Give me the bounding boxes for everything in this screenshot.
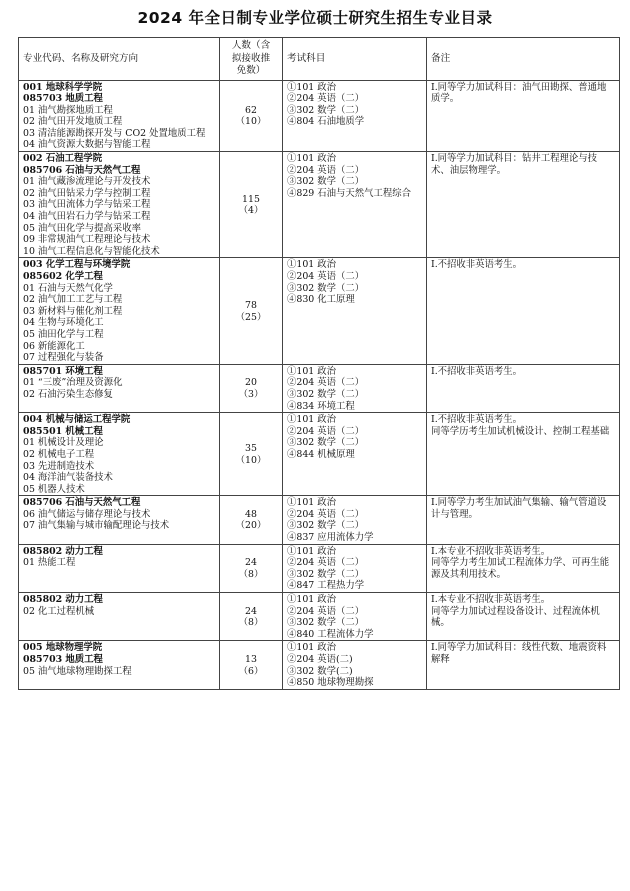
research-direction: 02 油气加工工艺与工程 <box>23 294 123 306</box>
research-direction: 05 油气地球物理勘探工程 <box>23 665 132 677</box>
research-direction: 01 石油与天然气化学 <box>23 282 113 294</box>
note-text: 同等学历考生加试机械设计、控制工程基础 <box>431 425 610 437</box>
major-heading: 085706 石油与天然气工程 <box>23 164 141 176</box>
header-quota-line: 人数（含 <box>231 40 271 51</box>
research-direction: 01 油气勘探地质工程 <box>23 104 113 116</box>
exams-cell <box>283 258 427 364</box>
quota-recommended: （20） <box>235 520 267 532</box>
exam-subject: ④840 工程流体力学 <box>287 628 374 640</box>
quota-recommended: （6） <box>238 665 264 677</box>
exam-subject: ③302 数学（二） <box>287 568 365 580</box>
exam-subject: ③302 数学（二） <box>287 104 365 116</box>
major-heading: 085703 地质工程 <box>23 654 103 665</box>
exam-subject: ②204 英语（二） <box>287 377 365 389</box>
notes-cell <box>427 593 620 641</box>
quota-recommended: （4） <box>238 205 264 217</box>
major-heading: 001 地球科学学院 <box>23 81 103 93</box>
table-row <box>19 152 620 258</box>
exam-subject: ③302 数学（二） <box>287 437 365 449</box>
major-heading: 085602 化学工程 <box>23 271 103 282</box>
quota-value: 48 <box>245 508 257 520</box>
note-text: I.不招收非英语考生。 <box>431 259 523 271</box>
quota-recommended: （10） <box>235 454 267 466</box>
exam-subject: ②204 英语（二） <box>287 557 365 569</box>
exam-subject: ②204 英语（二） <box>287 605 365 617</box>
major-heading: 085701 环境工程 <box>23 365 103 377</box>
quota-cell <box>220 413 283 496</box>
major-cell <box>19 258 220 364</box>
research-direction: 02 石油污染生态修复 <box>23 388 113 400</box>
quota-value: 13 <box>245 654 257 665</box>
exam-subject: ①101 政治 <box>287 414 336 426</box>
header-quota-line: 拟接收推 <box>231 52 271 64</box>
exam-subject: ②204 英语（二） <box>287 425 365 437</box>
header-notes: 备注 <box>427 38 620 81</box>
exam-subject: ③302 数学（二） <box>287 388 365 400</box>
research-direction: 06 新能源化工 <box>23 340 85 352</box>
header-quota-line: 免数） <box>236 65 266 76</box>
quota-cell <box>220 152 283 258</box>
research-direction: 02 油气田开发地质工程 <box>23 116 123 128</box>
table-body <box>19 80 620 689</box>
major-cell <box>19 593 220 641</box>
research-direction: 01 “三废”治理及资源化 <box>23 377 123 389</box>
research-direction: 05 油气田化学与提高采收率 <box>23 222 142 234</box>
exams-cell <box>283 544 427 592</box>
notes-cell <box>427 641 620 689</box>
note-text: I.同等学力加试科目：油气田勘探、普通地质学。 <box>431 81 607 105</box>
quota-cell <box>220 544 283 592</box>
quota-value: 20 <box>245 377 257 389</box>
table-row <box>19 413 620 496</box>
exam-subject: ④829 石油与天然气工程综合 <box>287 187 412 199</box>
note-text: I.本专业不招收非英语考生。 <box>431 594 551 606</box>
quota-recommended: （8） <box>238 568 264 580</box>
note-text: I.不招收非英语考生。 <box>431 414 523 426</box>
quota-value: 78 <box>245 299 257 311</box>
research-direction: 05 机器人技术 <box>23 483 85 495</box>
exam-subject: ③302 数学(二) <box>287 665 353 677</box>
exam-subject: ①101 政治 <box>287 259 336 271</box>
quota-cell <box>220 258 283 364</box>
exam-subject: ①101 政治 <box>287 545 336 557</box>
exams-cell <box>283 496 427 544</box>
major-heading: 085703 地质工程 <box>23 93 103 105</box>
exam-subject: ①101 政治 <box>287 153 336 165</box>
quota-cell <box>220 364 283 412</box>
exam-subject: ④837 应用流体力学 <box>287 532 374 544</box>
major-cell <box>19 80 220 152</box>
table-header-row <box>19 38 620 81</box>
table-row <box>19 364 620 412</box>
quota-value: 62 <box>245 104 257 116</box>
notes-cell <box>427 364 620 412</box>
research-direction: 07 过程强化与装备 <box>23 352 104 364</box>
exam-subject: ②204 英语（二） <box>287 164 365 176</box>
note-text: I.本专业不招收非英语考生。 <box>431 545 551 557</box>
note-text: I.同等学力加试科目：线性代数、地震资料解释 <box>431 642 607 665</box>
table-row <box>19 258 620 364</box>
exam-subject: ②204 英语（二） <box>287 271 365 282</box>
major-cell <box>19 641 220 689</box>
research-direction: 02 机械电子工程 <box>23 448 95 460</box>
exams-cell <box>283 593 427 641</box>
research-direction: 04 海洋油气装备技术 <box>23 472 113 484</box>
exam-subject: ④834 环境工程 <box>287 400 355 412</box>
note-text: I.同等学力考生加试油气集输、输气管道设计与管理。 <box>431 497 607 520</box>
research-direction: 10 油气工程信息化与智能化技术 <box>23 245 160 257</box>
catalog-table <box>18 37 620 690</box>
note-text: I.同等学力加试科目：钻井工程理论与技术、油层物理学。 <box>431 153 598 176</box>
research-direction: 05 油田化学与工程 <box>23 328 104 340</box>
research-direction: 06 油气储运与储存理论与技术 <box>23 508 151 520</box>
exam-subject: ③302 数学（二） <box>287 520 365 532</box>
major-cell <box>19 544 220 592</box>
header-major: 专业代码、名称及研究方向 <box>19 38 220 81</box>
exam-subject: ②204 英语（二） <box>287 508 365 520</box>
exam-subject: ④830 化工原理 <box>287 294 355 306</box>
quota-value: 24 <box>245 605 257 617</box>
table-row <box>19 80 620 152</box>
major-heading: 005 地球物理学院 <box>23 642 103 654</box>
table-row <box>19 544 620 592</box>
notes-cell <box>427 152 620 258</box>
quota-cell <box>220 496 283 544</box>
research-direction: 01 油气藏渗流理论与开发技术 <box>23 176 151 188</box>
research-direction: 04 油气田岩石力学与钻采工程 <box>23 211 151 223</box>
exam-subject: ③302 数学（二） <box>287 617 365 629</box>
header-quota <box>220 38 283 81</box>
quota-recommended: （10） <box>235 116 267 128</box>
table-row <box>19 641 620 689</box>
exam-subject: ①101 政治 <box>287 642 336 654</box>
exam-subject: ③302 数学（二） <box>287 176 365 188</box>
quota-cell <box>220 80 283 152</box>
exam-subject: ①101 政治 <box>287 594 336 606</box>
quota-recommended: （3） <box>238 388 264 400</box>
page-title: 2024 年全日制专业学位硕士研究生招生专业目录 <box>137 9 493 27</box>
research-direction: 02 油气田钻采力学与控制工程 <box>23 187 151 199</box>
major-heading: 085501 机械工程 <box>23 425 103 437</box>
quota-cell <box>220 593 283 641</box>
research-direction: 03 新材料与催化剂工程 <box>23 305 123 317</box>
exam-subject: ④804 石油地质学 <box>287 116 365 128</box>
major-heading: 085706 石油与天然气工程 <box>23 497 141 509</box>
exams-cell <box>283 364 427 412</box>
major-cell <box>19 413 220 496</box>
research-direction: 03 先进制造技术 <box>23 460 95 472</box>
table-row <box>19 496 620 544</box>
exam-subject: ②204 英语(二) <box>287 654 353 665</box>
exam-subject: ③302 数学（二） <box>287 282 365 294</box>
exams-cell <box>283 80 427 152</box>
research-direction: 02 化工过程机械 <box>23 605 95 617</box>
research-direction: 04 油气资源大数据与智能工程 <box>23 139 151 151</box>
quota-recommended: （8） <box>238 617 264 629</box>
quota-cell <box>220 641 283 689</box>
header-exams: 考试科目 <box>283 38 427 81</box>
exams-cell <box>283 152 427 258</box>
research-direction: 04 生物与环境化工 <box>23 317 104 329</box>
table-row <box>19 593 620 641</box>
research-direction: 03 油气田流体力学与钻采工程 <box>23 199 151 211</box>
exam-subject: ④847 工程热力学 <box>287 580 365 592</box>
notes-cell <box>427 544 620 592</box>
major-heading: 002 石油工程学院 <box>23 153 103 165</box>
note-text: I.不招收非英语考生。 <box>431 365 523 377</box>
major-heading: 004 机械与储运工程学院 <box>23 414 131 426</box>
note-text: 同等学力加试过程设备设计、过程流体机械。 <box>431 605 600 629</box>
quota-value: 24 <box>245 557 257 569</box>
research-direction: 01 热能工程 <box>23 557 76 569</box>
research-direction: 09 非常规油气工程理论与技术 <box>23 234 151 246</box>
major-cell <box>19 152 220 258</box>
research-direction: 03 清洁能源勘探开发与 CO2 处置地质工程 <box>23 127 206 139</box>
major-cell <box>19 364 220 412</box>
exam-subject: ①101 政治 <box>287 365 336 377</box>
quota-value: 35 <box>245 443 257 455</box>
major-cell <box>19 496 220 544</box>
research-direction: 07 油气集输与城市输配理论与技术 <box>23 520 170 532</box>
exams-cell <box>283 413 427 496</box>
exam-subject: ④844 机械原理 <box>287 448 355 460</box>
notes-cell <box>427 496 620 544</box>
major-heading: 003 化学工程与环境学院 <box>23 259 131 271</box>
notes-cell <box>427 80 620 152</box>
quota-value: 115 <box>242 193 260 205</box>
exam-subject: ①101 政治 <box>287 81 336 93</box>
notes-cell <box>427 413 620 496</box>
exams-cell <box>283 641 427 689</box>
note-text: 同等学力考生加试工程流体力学、可再生能源及其利用技术。 <box>431 557 610 580</box>
quota-recommended: （25） <box>235 311 267 323</box>
research-direction: 01 机械设计及理论 <box>23 437 104 449</box>
major-heading: 085802 动力工程 <box>23 545 103 557</box>
exam-subject: ①101 政治 <box>287 497 336 509</box>
exam-subject: ④850 地球物理勘探 <box>287 677 374 689</box>
major-heading: 085802 动力工程 <box>23 594 103 606</box>
notes-cell <box>427 258 620 364</box>
exam-subject: ②204 英语（二） <box>287 93 365 105</box>
